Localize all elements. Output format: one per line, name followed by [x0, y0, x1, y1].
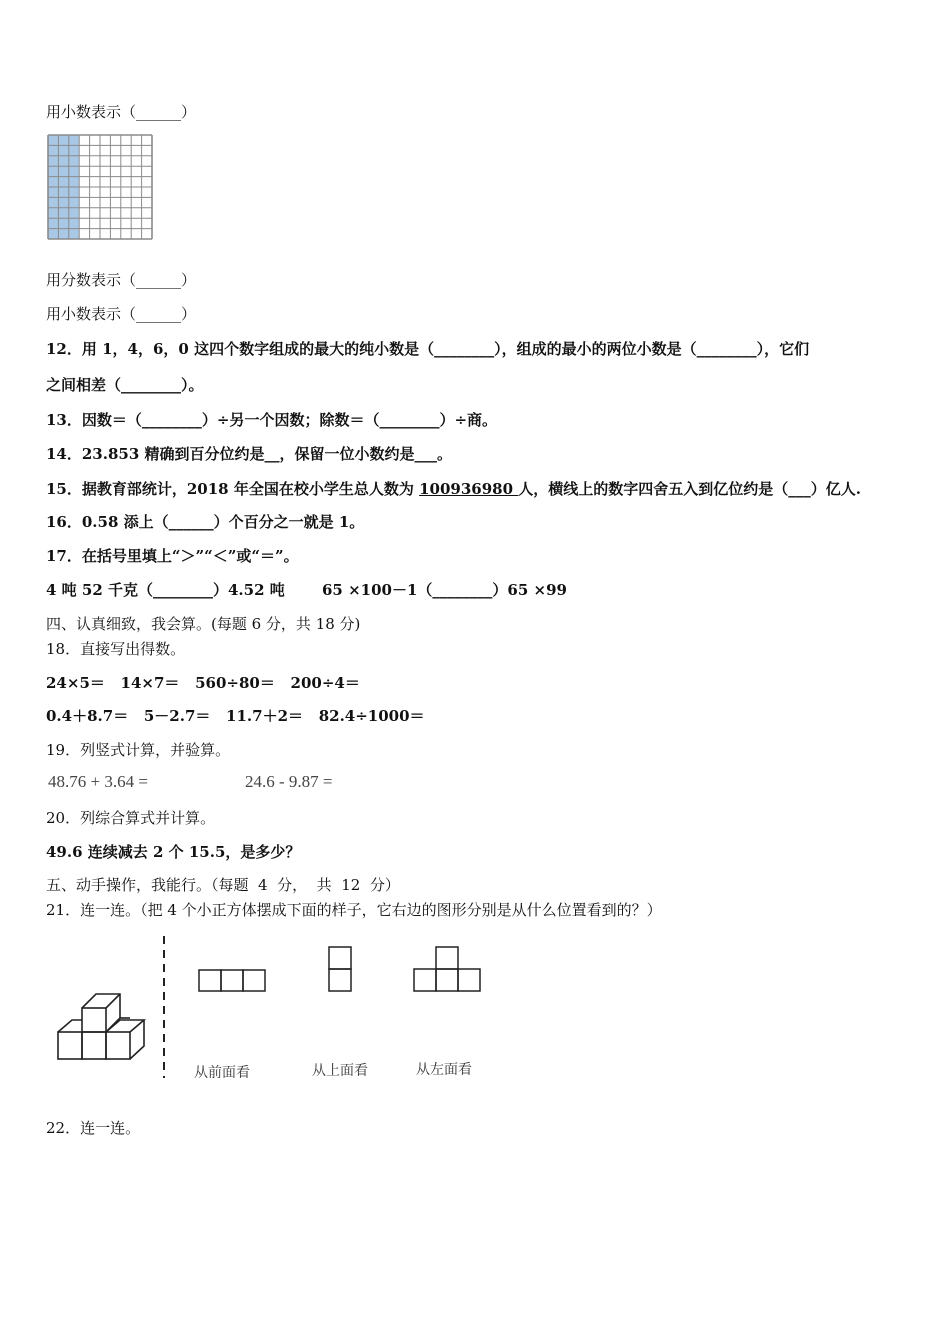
view-left-label: 从左面看: [416, 1062, 472, 1078]
line-fraction: 用分数表示（______）: [46, 271, 197, 289]
question-12-line2: 之间相差（________）。: [46, 376, 204, 394]
hundred-grid: [47, 134, 153, 240]
question-16: 16．0.58 添上（______）个百分之一就是 1。: [46, 513, 365, 531]
question-14: 14．23.853 精确到百分位约是__，保留一位小数约是___。: [46, 445, 453, 463]
section-4-heading: 四、认真细致，我会算。(每题 6 分，共 18 分): [46, 615, 361, 633]
question-17-a: 4 吨 52 千克（________）4.52 吨: [46, 581, 285, 599]
question-19-expr-b: 24.6 - 9.87 =: [245, 772, 333, 791]
view-top-label: 从上面看: [312, 1063, 368, 1079]
question-21: 21．连一连。（把 4 个小正方体摆成下面的样子，它右边的图形分别是从什么位置看到的？）: [46, 901, 662, 919]
question-12-line1: 12．用 1，4，6，0 这四个数字组成的最大的纯小数是（________），组成的最小的两位小数是（________），它们: [46, 340, 810, 358]
question-22: 22．连一连。: [46, 1119, 141, 1137]
question-17-b: 65 ×100－1（________）65 ×99: [322, 581, 567, 599]
view-front-label: 从前面看: [194, 1065, 250, 1081]
view-left-shape: [412, 945, 482, 993]
question-18-row2: 0.4＋8.7＝ 5－2.7＝ 11.7＋2＝ 82.4÷1000＝: [46, 707, 425, 725]
line-decimal-2: 用小数表示（______）: [46, 305, 197, 323]
question-18: 18．直接写出得数。: [46, 640, 186, 658]
view-top-shape: [327, 945, 353, 993]
view-front-shape: [197, 968, 267, 994]
cube-stack-figure: [50, 990, 160, 1070]
question-20: 20．列综合算式并计算。: [46, 809, 216, 827]
question-18-row1: 24×5＝ 14×7＝ 560÷80＝ 200÷4＝: [46, 674, 360, 692]
question-15-suffix: 人，横线上的数字四舍五入到亿位约是（___）亿人.: [518, 480, 861, 498]
question-19: 19．列竖式计算，并验算。: [46, 741, 231, 759]
question-20-a: 49.6 连续减去 2 个 15.5，是多少？: [46, 843, 301, 861]
question-13: 13．因数＝（________）÷另一个因数；除数＝（________）÷商。: [46, 411, 498, 429]
question-17: 17．在括号里填上“＞”“＜”或“＝”。: [46, 547, 299, 565]
section-5-heading: 五、动手操作，我能行。（每题 4 分， 共 12 分）: [46, 876, 400, 894]
question-15: [46, 479, 861, 499]
question-19-expr-a: 48.76 + 3.64 =: [48, 772, 148, 791]
dashed-divider: [161, 936, 167, 1078]
question-15-number: 100936980: [419, 480, 519, 498]
line-decimal-1: 用小数表示（______）: [46, 103, 197, 121]
question-15-prefix: 15．据教育部统计，2018 年全国在校小学生总人数为: [46, 480, 420, 498]
